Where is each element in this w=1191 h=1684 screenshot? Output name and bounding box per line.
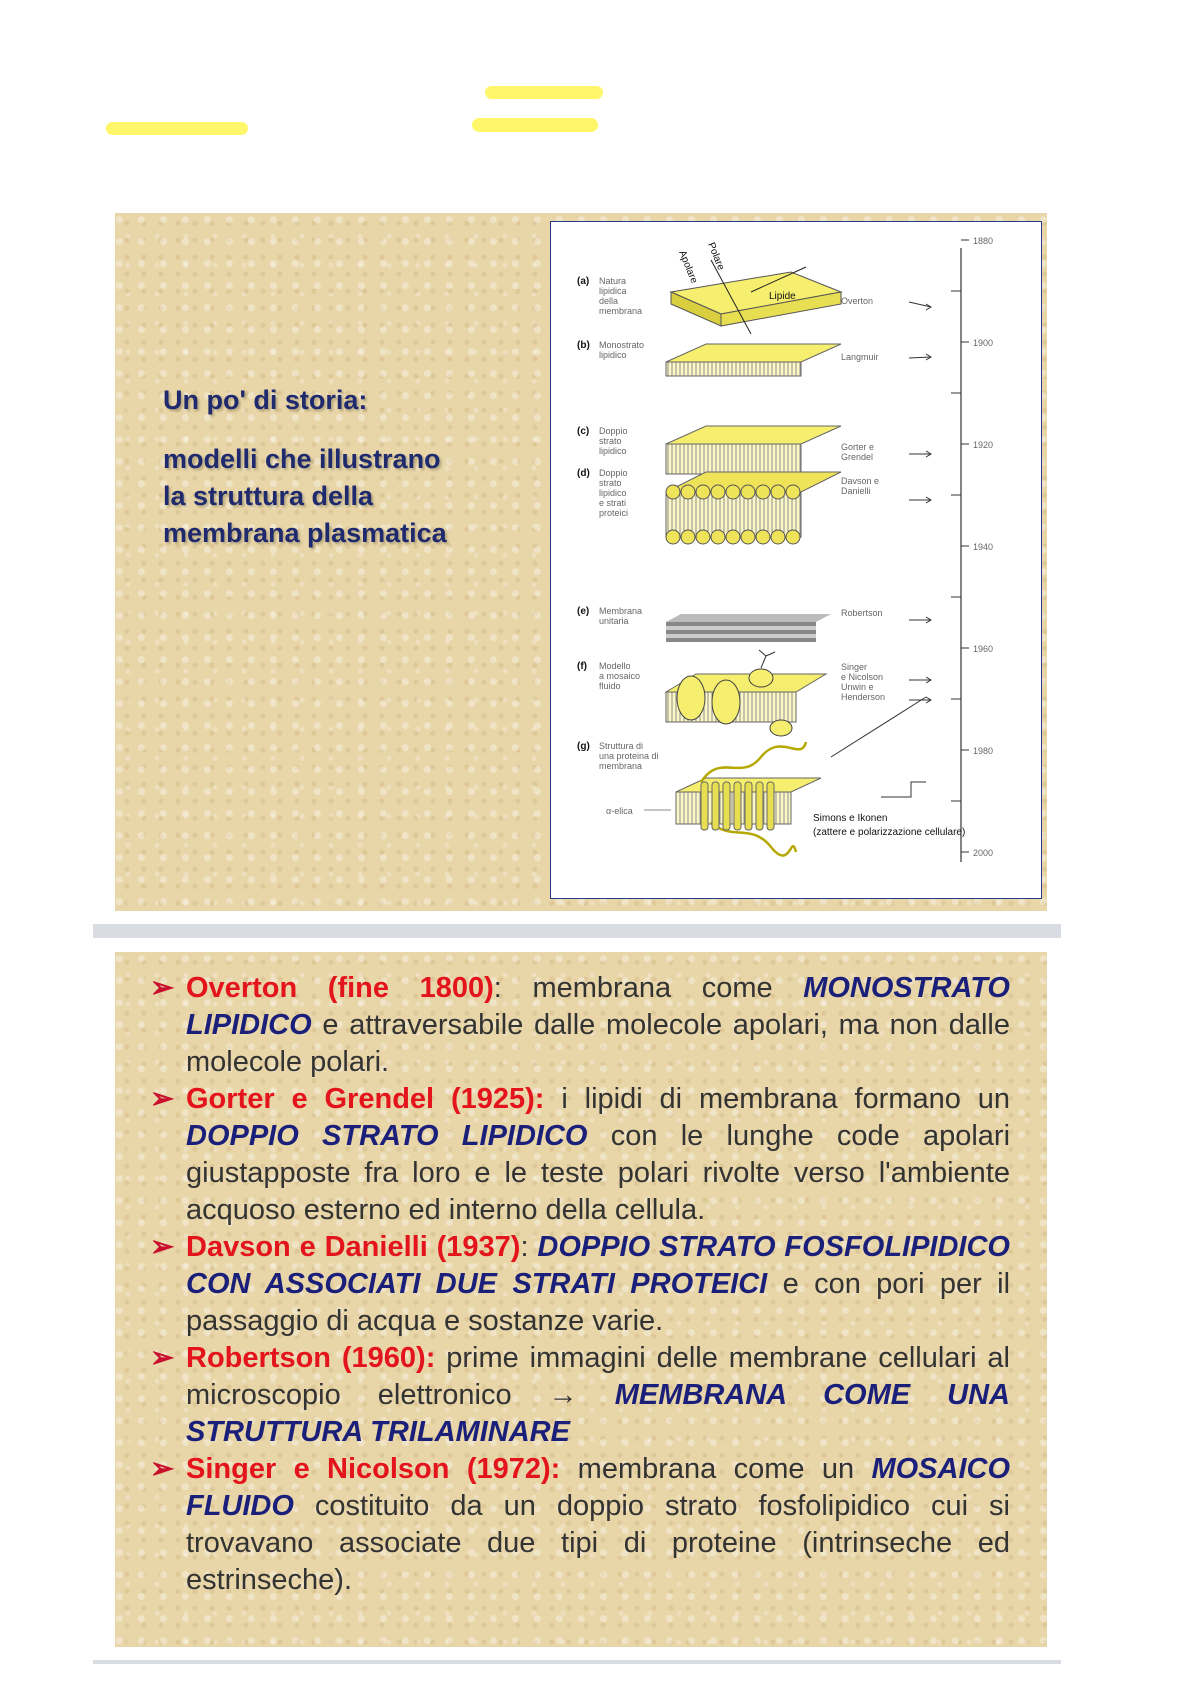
model-tag: (c) xyxy=(577,426,590,437)
scientist-name: Davson e Danielli (1937) xyxy=(186,1231,521,1263)
bilayer-drawing xyxy=(666,426,841,474)
separator xyxy=(544,1083,561,1115)
model-description: membrana xyxy=(599,306,643,316)
key-concept: MEMBRANA COME UNA STRUTTURA TRILAMINARE xyxy=(186,1379,1010,1448)
svg-text:Polare: Polare xyxy=(705,241,727,272)
scientist-name: Overton (fine 1800) xyxy=(186,972,494,1004)
model-description: strato xyxy=(599,436,622,446)
key-concept: DOPPIO STRATO FOSFOLIPIDICO CON ASSOCIATI DUE STRATI PROTEICI xyxy=(186,1231,1010,1300)
model-description: membrana xyxy=(599,761,643,771)
model-description: Membrana xyxy=(599,606,643,616)
description-text: i lipidi di membrana formano un xyxy=(561,1083,1010,1115)
fluid-mosaic-drawing xyxy=(666,650,826,736)
lipid-slab-drawing xyxy=(671,241,841,334)
membrane-models-diagram xyxy=(551,222,1041,898)
model-description: unitaria xyxy=(599,616,629,626)
model-author: Overton xyxy=(841,296,874,306)
timeline-year-label: 2000 xyxy=(973,848,994,858)
scientist-name: Singer e Nicolson (1972): xyxy=(186,1453,561,1485)
bullet-arrow-icon: ➢ xyxy=(150,1231,175,1263)
svg-text:Lipide: Lipide xyxy=(769,291,796,302)
scientist-name: Robertson (1960): xyxy=(186,1342,436,1374)
model-description: Struttura di xyxy=(599,741,644,751)
history-bullet xyxy=(150,1340,1010,1451)
model-description: Monostrato xyxy=(599,340,645,350)
svg-text:Simons e Ikonen: Simons e Ikonen xyxy=(813,813,888,824)
model-tag: (b) xyxy=(577,340,590,351)
highlight-mark xyxy=(485,86,603,99)
timeline-year-label: 1920 xyxy=(973,440,994,450)
membrane-models-figure xyxy=(550,221,1042,899)
separator xyxy=(560,1453,577,1485)
timeline-year-label: 1880 xyxy=(973,236,994,246)
description-text: e con pori per il passaggio di acqua e sostanze varie. xyxy=(186,1268,1011,1337)
description-text: costituito da un doppio strato fosfolipidico cui si trovavano associate due tipi di proteine (intrinseche ed estrinseche). xyxy=(186,1490,1010,1596)
model-description: strato xyxy=(599,478,622,488)
model-description: lipidico xyxy=(599,446,627,456)
model-description: una proteina di xyxy=(599,751,659,761)
bullet-arrow-icon: ➢ xyxy=(150,972,175,1004)
bullet-arrow-icon: ➢ xyxy=(150,1083,175,1115)
key-concept: DOPPIO STRATO LIPIDICO xyxy=(186,1120,588,1152)
model-description: lipidico xyxy=(599,488,627,498)
history-bullet xyxy=(150,1081,1010,1229)
model-author: Unwin e xyxy=(841,682,874,692)
svg-text:Apolare: Apolare xyxy=(676,249,700,286)
model-author: Singer xyxy=(841,662,868,672)
model-description: Natura xyxy=(599,276,627,286)
separator: : xyxy=(493,972,533,1004)
timeline-year-label: 1900 xyxy=(973,338,994,348)
description-text: con le lunghe code apolari giustapposte fra loro e le teste polari rivolte verso l'ambiente acquoso esterno ed interno della cellula. xyxy=(186,1120,1011,1226)
timeline-year-label: 1980 xyxy=(973,746,994,756)
description-text: e attraversabile dalle molecole apolari, ma non dalle molecole polari. xyxy=(186,1009,1010,1078)
model-author: Grendel xyxy=(841,452,874,462)
model-author: Danielli xyxy=(841,486,871,496)
model-author: e Nicolson xyxy=(841,672,884,682)
model-description: a mosaico xyxy=(599,671,641,681)
history-bullet xyxy=(150,1229,1010,1340)
model-tag: (d) xyxy=(577,468,590,479)
model-author: Gorter e xyxy=(841,442,875,452)
slide-history-models xyxy=(115,213,1047,911)
history-bullet xyxy=(150,1451,1010,1599)
svg-text:α-elica: α-elica xyxy=(606,806,633,816)
history-bullet-list xyxy=(150,970,1010,1599)
bullet-arrow-icon: ➢ xyxy=(150,1453,175,1485)
bullet-arrow-icon: ➢ xyxy=(150,1342,175,1374)
model-author: Robertson xyxy=(841,608,883,618)
model-description: della xyxy=(599,296,619,306)
key-concept: MONOSTRATO LIPIDICO xyxy=(186,972,1010,1041)
slide-membrane-history-text xyxy=(115,952,1047,1647)
model-description: lipidica xyxy=(599,286,627,296)
model-author: Langmuir xyxy=(841,352,879,362)
scientist-name: Gorter e Grendel (1925): xyxy=(186,1083,545,1115)
page-separator xyxy=(93,1660,1061,1664)
model-tag: (a) xyxy=(577,276,590,287)
subtitle-line: la struttura della xyxy=(163,481,374,511)
protein-bilayer-drawing xyxy=(666,472,841,544)
model-description: fluido xyxy=(599,681,621,691)
model-description: lipidico xyxy=(599,350,627,360)
subtitle-line: membrana plasmatica xyxy=(163,518,447,548)
slide-subtitle xyxy=(163,441,447,552)
subtitle-line: modelli che illustrano xyxy=(163,444,441,474)
timeline-year-label: 1940 xyxy=(973,542,994,552)
unit-membrane-drawing xyxy=(666,614,831,642)
separator xyxy=(435,1342,446,1374)
model-tag: (g) xyxy=(577,741,590,752)
model-tag: (e) xyxy=(577,606,590,617)
model-author: Henderson xyxy=(841,692,886,702)
monolayer-drawing xyxy=(666,344,841,376)
timeline-year-label: 1960 xyxy=(973,644,994,654)
history-bullet xyxy=(150,970,1010,1081)
description-text: membrana come xyxy=(532,972,804,1004)
model-description: Doppio xyxy=(599,426,628,436)
model-description: e strati xyxy=(599,498,627,508)
svg-text:(zattere e polarizzazione cell: (zattere e polarizzazione cellulare) xyxy=(813,827,966,838)
model-description: Doppio xyxy=(599,468,628,478)
slide-title: Un po' di storia: xyxy=(163,385,368,415)
description-text: prime immagini delle membrane cellulari al microscopio elettronico → xyxy=(186,1342,1010,1411)
highlight-mark xyxy=(106,122,248,135)
model-author: Davson e xyxy=(841,476,880,486)
page-separator xyxy=(93,924,1061,938)
highlight-mark xyxy=(472,118,598,132)
model-description: proteici xyxy=(599,508,629,518)
model-description: Modello xyxy=(599,661,631,671)
key-concept: MOSAICO FLUIDO xyxy=(186,1453,1010,1522)
separator: : xyxy=(520,1231,538,1263)
model-tag: (f) xyxy=(577,661,587,672)
description-text: membrana come un xyxy=(577,1453,872,1485)
